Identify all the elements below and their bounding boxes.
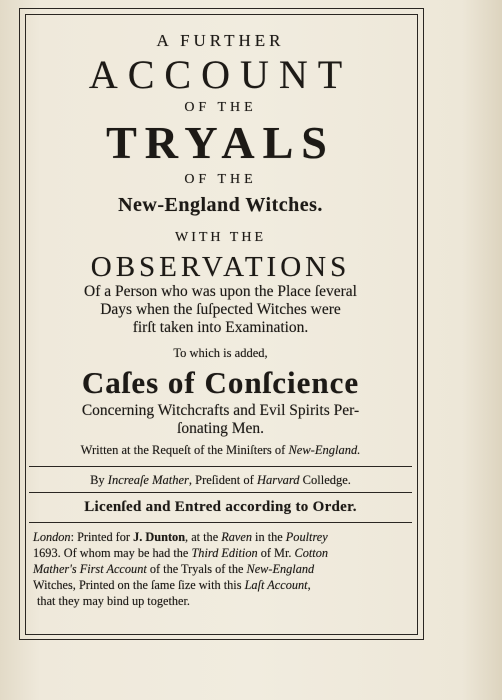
title-tryals: TRYALS (106, 117, 335, 168)
description-line-1: Of a Person who was upon the Place ſeveral (84, 283, 357, 300)
author-by: By (90, 473, 108, 487)
divider-2 (29, 492, 412, 493)
imprint-line-4 (33, 577, 410, 593)
imprint-l1-a: : Printed for (70, 530, 134, 544)
written-at-request (29, 442, 412, 458)
imprint-raven: Raven (221, 530, 252, 544)
imprint-london: London (33, 530, 71, 544)
divider-1 (29, 466, 412, 467)
author-line (29, 472, 412, 488)
title-of-the-2: OF THE (184, 172, 257, 187)
title-account: ACCOUNT (88, 52, 353, 97)
title-observations: OBSERVATIONS (90, 251, 351, 283)
cases-of-conscience: Caſes of Conſcience (81, 365, 360, 400)
imprint-cotton: Cotton (294, 546, 329, 560)
title-of-the-1: OF THE (184, 100, 257, 115)
imprint-l1-b: , at the (185, 530, 222, 544)
imprint-l1-c: in the (251, 530, 286, 544)
imprint-block (29, 523, 412, 609)
imprint-l4-end: , (307, 578, 311, 592)
title-new-england-witches: New-England Witches. (118, 194, 323, 216)
licensed-line: Licenſed and Entred according to Order. (84, 499, 357, 515)
imprint-third-edition: Third Edition (191, 546, 258, 560)
imprint-l2-b: of Mr. (257, 546, 295, 560)
concerning-line-2: ſonating Men. (177, 420, 264, 437)
written-place: New-England. (288, 443, 361, 457)
imprint-last-account: Laſt Account (244, 578, 308, 592)
title-block (29, 18, 412, 609)
author-rest: , Preſident of (188, 473, 257, 487)
imprint-mathers: Mather's (33, 562, 77, 576)
imprint-line-2 (33, 545, 410, 561)
imprint-l4: Witches, Printed on the ſame ſize with this (33, 578, 245, 592)
imprint-l2-a: 1693. Of whom may be had the (33, 546, 192, 560)
imprint-line-3 (33, 561, 410, 577)
author-end: Colledge. (299, 473, 351, 487)
imprint-first-account: First Account (76, 562, 147, 576)
concerning-line-1: Concerning Witchcrafts and Evil Spirits Per- (81, 402, 360, 419)
author-college: Harvard (256, 473, 300, 487)
imprint-new-england: New-England (246, 562, 315, 576)
description-line-2: Days when the ſuſpected Witches were (100, 301, 341, 318)
author-name: Increaſe Mather (107, 473, 189, 487)
imprint-poultrey: Poultrey (285, 530, 328, 544)
imprint-line-1 (33, 529, 410, 545)
added-line: To which is added, (173, 346, 268, 360)
title-a-further: A FURTHER (156, 31, 285, 50)
title-with-the: WITH THE (175, 230, 266, 245)
imprint-line-5: that they may bind up together. (37, 594, 190, 608)
imprint-printer: J. Dunton (133, 530, 186, 544)
imprint-l3-a: of the Tryals of the (146, 562, 247, 576)
description-line-3: firſt taken into Examination. (132, 319, 309, 336)
written-prefix: Written at the Requeſt of the Miniſters of (80, 443, 289, 457)
